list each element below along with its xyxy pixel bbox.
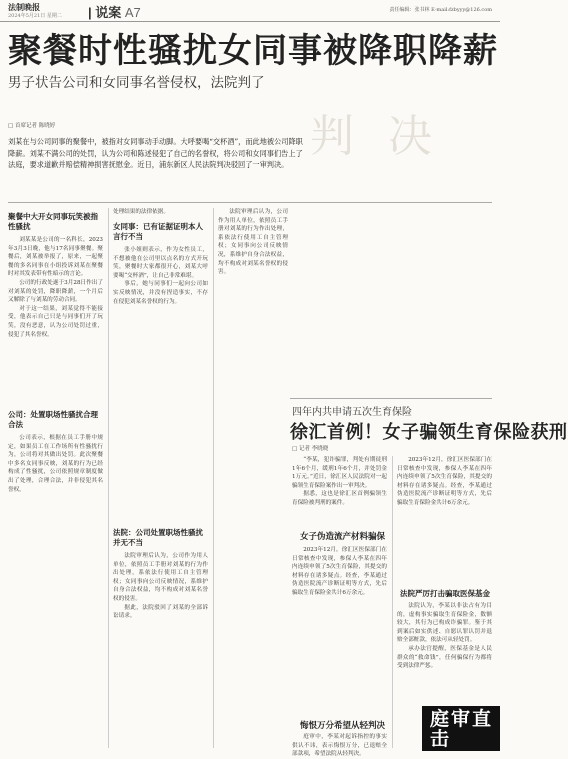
column-rule	[213, 208, 214, 748]
issue-date: 2024年5月21日 星期二	[8, 13, 62, 19]
col1b-body	[8, 434, 103, 744]
col5-body	[397, 456, 492, 586]
lead-paragraph: 刘某在与公司同事的聚餐中，被指对女同事动手动脚。大呼要喝“交杯酒”，而此地被公司降职降薪。刘某不满公司的处罚，认为公司和陈述侵犯了自己的名誉权，将公司和女同事们告上了法庭，要求道歉并赔偿精神损害抚慰金。近日，浦东新区人民法院判决驳回了一审判决。	[8, 137, 303, 169]
sub2b-title: 悔恨万分希望从轻判决	[300, 720, 386, 730]
col1-paragraph: 对于这一结果，刘某觉得不能接受，他表示自己只是与同事们开了玩笑，没有恶意，认为公司处罚过重，侵犯了其名誉权。	[8, 305, 103, 338]
section2-paragraph: 据悉，这也是徐汇区首例骗领生育保险被判刑的案件。	[292, 491, 387, 506]
sub2c-paragraph: 承办法官提醒，医保基金是人民群众的“救命钱”，任何骗保行为都将受到法律严惩。	[397, 645, 492, 670]
sub2b-paragraph: 庭审中，李某对起诉指控的事实供认不讳，表示悔恨万分，已退赔全部款项，希望法院从轻判决。	[292, 734, 387, 758]
sub2c-paragraph: 法院认为，李某以非法占有为目的，虚构事实骗取生育保险金，数额较大，其行为已构成诈骗罪。鉴于其到案后如实供述、自愿认罪认罚并退赔全部赃款，依法可从轻处罚。	[397, 603, 492, 644]
col1b-title: 公司：处置职场性骚扰合理合法	[8, 410, 98, 429]
page-number: A7	[124, 5, 141, 20]
sub2a-body	[292, 546, 387, 716]
main-subhead: 男子状告公司和女同事名誉侵权，法院判了	[8, 75, 265, 91]
column-rule	[392, 456, 393, 748]
section-label: | 说案 A7	[88, 5, 141, 20]
editor-line: 责任编辑：张书林 E-mail:fzbyyy@126.com	[389, 7, 492, 13]
section2-body	[292, 456, 387, 524]
col2-paragraph: 张小姐则表示，作为女性员工，不想被他在公司里以点名的方式开玩笑，聚餐时大家都很开心，刘某大呼要喝“交杯酒”，让自己非常难堪。	[113, 247, 208, 279]
col2-pre-text: 处理结果的法律依据。	[113, 209, 169, 215]
col2-title: 女同事：已有证据证明本人言行不当	[113, 222, 203, 241]
section2-headline: 徐汇首例！女子骗领生育保险获刑	[290, 422, 568, 443]
column-logo: 庭审直击	[422, 706, 500, 751]
col1-title: 聚餐中大开女同事玩笑被指性骚扰	[8, 212, 98, 231]
sub2b-body	[292, 733, 387, 758]
section-name: 说案	[95, 5, 122, 20]
verdict-watermark: 判 决	[310, 111, 442, 162]
col2b-paragraph: 法院审理后认为，公司作为用人单位，依照员工手册对刘某的行为作出处理，系依法行使用工自主管理权；女同事向公司反映情况，系维护自身合法权益，均不构成对刘某名誉权的侵害。	[113, 553, 208, 602]
col1-body	[8, 236, 103, 406]
col3-body	[218, 208, 288, 744]
col2-body	[113, 246, 208, 526]
brand-logo: 法制晚报	[8, 3, 40, 12]
page-header	[0, 0, 500, 22]
col5-paragraph: 2023年12月，徐汇区医保部门在日常核查中发现，参保人李某在四年内连续申领了5次生育保险，其提交的材料存在诸多疑点。经查，李某通过伪造医院流产诊断证明等方式，先后骗取生育保险金共计6万余元。	[397, 457, 492, 506]
col1-paragraph: 公司的行政处遂于3月28日作出了对刘某的处罚，降职降薪，一个月后又解除了与刘某的劳动合同。	[8, 279, 103, 304]
column-rule	[108, 208, 109, 748]
col2b-title: 法院：公司处置职场性骚扰并无不当	[113, 528, 203, 547]
section2-byline: □ 记者 李晓晓	[292, 446, 329, 452]
col1b-paragraph: 公司表示，根据在员工手册中规定，如果员工在工作场所有性骚扰行为，公司将对其做出处罚。此次聚餐中多名女同事反映，刘某的行为已经构成了性骚扰，公司依照规章制度做出了处理，合理合法，并非侵犯其名誉权。	[8, 435, 103, 493]
col2b-body	[113, 552, 208, 744]
col1-paragraph: 刘某某是公司的一名科长，2023年3月3日晚，他与17名同事聚餐。聚餐后，刘某被举报了，原来，一起聚餐的多名同事在小组投诉刘某在聚餐时对其发表带有性暗示的言论。	[8, 237, 103, 278]
col2b-paragraph: 据此，法院驳回了刘某的全部诉讼请求。	[113, 604, 208, 620]
sub2c-body	[397, 602, 492, 702]
divider	[8, 202, 492, 203]
main-headline: 聚餐时性骚扰女同事被降职降薪	[8, 31, 498, 71]
col2-paragraph: 事后，她与同事们一起向公司如实反映情况，并没有捏造事实，不存在侵犯刘某名誉权的行为。	[113, 281, 208, 305]
col2-pre	[113, 208, 208, 220]
sub2a-title: 女子伪造流产材料骗保	[300, 531, 386, 541]
section2-paragraph: “李某，犯诈骗罪，判处有期徒刑1年6个月，缓刑1年6个月，并处罚金1万元。”近日，徐汇区人民法院对一起骗领生育保险案作出一审判决。	[292, 457, 387, 489]
col3-paragraph: 法院审理后认为，公司作为用人单位，依照员工手册对刘某的行为作出处理，系依法行使用工自主管理权；女同事向公司反映情况，系维护自身合法权益，均不构成对刘某名誉权的侵害。	[218, 209, 288, 276]
sub2a-paragraph: 2023年12月，徐汇区医保部门在日常核查中发现，参保人李某在四年内连续申领了5次生育保险，其提交的材料存在诸多疑点。经查，李某通过伪造医院流产诊断证明等方式，先后骗取生育保险金共计6万余元。	[292, 547, 387, 596]
sub2c-title: 法院严厉打击骗取医保基金	[400, 589, 490, 598]
byline: □ 首席记者 陈晓婷	[8, 123, 56, 129]
section2-kicker: 四年内共申请五次生育保险	[292, 407, 412, 418]
section2-rule	[290, 398, 492, 399]
